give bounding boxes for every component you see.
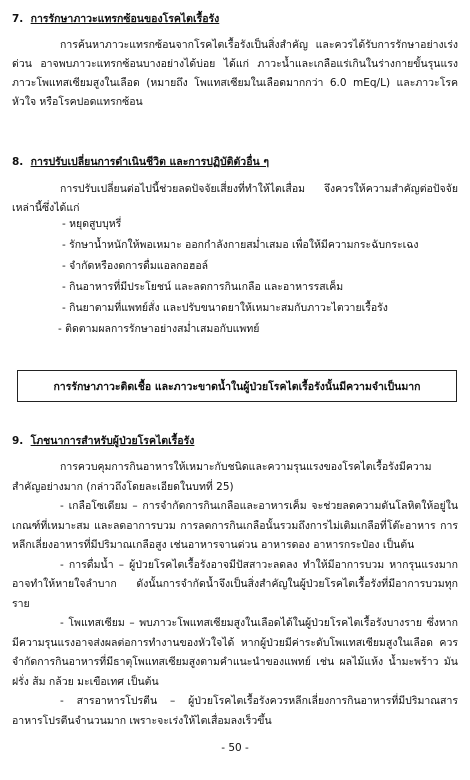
section-8-title: การปรับเปลี่ยนการดำเนินชีวิต และการปฏิบัติตัวอื่น ๆ <box>30 156 269 168</box>
section-9-intro: การควบคุมการกินอาหารให้เหมาะกับชนิดและความรุนแรงของโรคไตเรื้อรังมีความสำคัญอย่างมาก (กล่าวถึงโดยละเอียดในบทที่ 25) <box>12 461 432 493</box>
list-item: - กินอาหารที่มีประโยชน์ และลดการกินเกลือ และอาหารรสเค็ม <box>62 281 344 293</box>
nutrition-item-text: - การดื่มน้ำ – ผู้ป่วยโรคไตเรื้อรังอาจมีปัสสาวะลดลง ทำให้มีอาการบวม หากรุนแรงมากอาจทำให้หายใจลำบาก ดังนั้นการจำกัดน้ำจึงเป็นสิ่งสำคัญในผู้ป่วยโรคไตเรื้อรังที่มีอาการบวมทุกราย <box>12 558 458 610</box>
section-9-number: 9. <box>12 435 24 447</box>
list-item: - หยุดสูบบุหรี่ <box>62 218 122 230</box>
nutrition-item-sodium <box>12 497 458 556</box>
page-number: - 50 - <box>221 742 249 754</box>
section-8-heading <box>12 153 269 170</box>
list-item: - จำกัดหรืองดการดื่มแอลกอฮอล์ <box>62 260 209 272</box>
section-7-paragraph-block <box>12 36 458 112</box>
nutrition-item-protein <box>12 692 458 731</box>
callout-text: การรักษาภาวะติดเชื้อ และภาวะขาดน้ำในผู้ป่วยโรคไตเรื้อรังนั้นมีความจำเป็นมาก <box>53 380 421 393</box>
section-9-body <box>12 458 458 731</box>
callout-box <box>17 370 457 402</box>
list-item: - ติดตามผลการรักษาอย่างสม่ำเสมอกับแพทย์ <box>58 323 260 335</box>
section-7-number: 7. <box>12 13 24 25</box>
section-8-number: 8. <box>12 156 24 168</box>
nutrition-item-water <box>12 556 458 615</box>
section-8-list <box>58 214 458 340</box>
section-9-intro-block <box>12 458 458 497</box>
section-7-title: การรักษาภาวะแทรกซ้อนของโรคไตเรื้อรัง <box>30 13 220 25</box>
section-9-title: โภชนาการสำหรับผู้ป่วยโรคไตเรื้อรัง <box>30 435 195 447</box>
nutrition-item-text: - สารอาหารโปรตีน – ผู้ป่วยโรคไตเรื้อรังควรหลีกเลี่ยงการกินอาหารที่มีปริมาณสารอาหารโปรตีนจำนวนมาก เพราะจะเร่งให้ไตเสื่อมลงเร็วขึ้น <box>12 695 458 727</box>
section-7-paragraph: การค้นหาภาวะแทรกซ้อนจากโรคไตเรื้อรังเป็นสิ่งสำคัญ และควรได้รับการรักษาอย่างเร่งด่วน อาจพบภาวะแทรกซ้อนบางอย่างได้บ่อย ได้แก่ ภาวะน้ำและเกลือแร่เกินในร่างกายขั้นรุนแรง ภาวะโพแทสเซียมสูงในเลือด (หมายถึง โพแทสเซียมในเลือดมากกว่า 6.0 mEq/L) และภาวะโรคหัวใจ หรือโรคปอดแทรกซ้อน <box>12 39 458 108</box>
nutrition-item-text: - โพแทสเซียม – พบภาวะโพแทสเซียมสูงในเลือดได้ในผู้ป่วยโรคไตเรื้อรังบางราย ซึ่งหากมีความรุนแรงอาจส่งผลต่อการทำงานของหัวใจได้ หากผู้ป่วยมีค่าระดับโพแทสเซียมสูงในเลือด ควรจำกัดการกินอาหารที่มีธาตุโพแทสเซียมสูงตามคำแนะนำของแพทย์ เช่น ผลไม้แห้ง น้ำมะพร้าว มันฝรั่ง ส้ม กล้วย มะเขือเทศ เป็นต้น <box>12 617 458 688</box>
section-8-paragraph-block <box>12 180 458 218</box>
nutrition-item-text: - เกลือโซเดียม – การจำกัดการกินเกลือและอาหารเค็ม จะช่วยลดความดันโลหิตให้อยู่ในเกณฑ์ที่เหมาะสม และลดอาการบวม การลดการกินเกลือนั้นรวมถึงการไม่เติมเกลือที่โต๊ะอาหาร การหลีกเลี่ยงอาหารที่มีปริมาณเกลือสูง เช่นอาหารจานด่วน อาหารดอง อาหารกระป๋อง เป็นต้น <box>12 500 458 551</box>
list-item: - รักษาน้ำหนักให้พอเหมาะ ออกกำลังกายสม่ำเสมอ เพื่อให้มีความกระฉับกระเฉง <box>62 239 419 251</box>
section-9-heading <box>12 432 194 449</box>
section-8-paragraph: การปรับเปลี่ยนต่อไปนี้ช่วยลดปัจจัยเสี่ยงที่ทำให้ไตเสื่อม จึงควรให้ความสำคัญต่อปัจจัยเหล่านี้ซึ่งได้แก่ <box>12 183 458 214</box>
nutrition-item-potassium <box>12 614 458 692</box>
list-item: - กินยาตามที่แพทย์สั่ง และปรับขนาดยาให้เหมาะสมกับภาวะไตวายเรื้อรัง <box>62 302 388 314</box>
section-7-heading <box>12 10 219 27</box>
